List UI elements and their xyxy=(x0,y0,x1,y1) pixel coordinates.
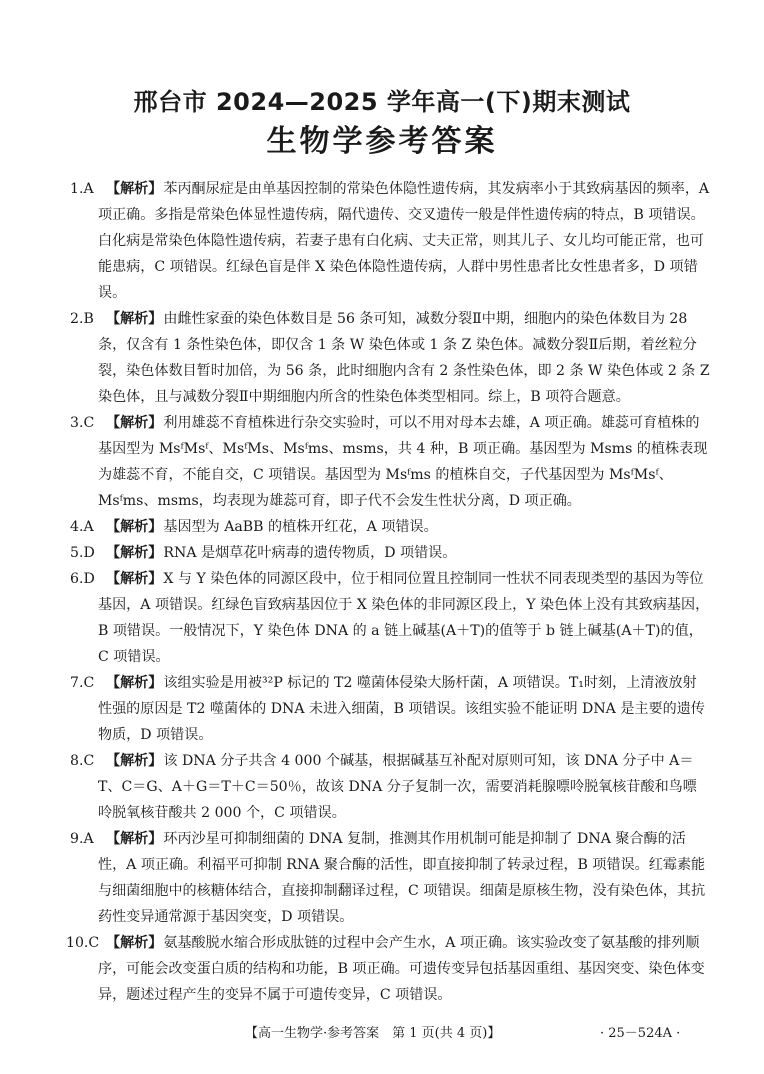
analysis-tag: 【解析】 xyxy=(106,311,163,327)
analysis-text: 该 DNA 分子共含 4 000 个碱基，根据碱基互补配对原则可知，该 DNA 分子中 A＝T、C＝G、A＋G＝T＋C＝50％，故该 DNA 分子复制一次，需要消耗腺嘌呤脱氧核苷酸和鸟嘌呤脱氧核苷酸共 2 000 个，C 项错误。 xyxy=(98,753,697,821)
item-number: 9.A xyxy=(70,831,94,847)
analysis-text: 氨基酸脱水缩合形成肽链的过程中会产生水，A 项正确。该实验改变了氨基酸的排列顺序，可能会改变蛋白质的结构和功能，B 项正确。可遗传变异包括基因重组、基因突变、染色体变异，题述过程产生的变异不属于可遗传变异，C 项错误。 xyxy=(98,935,705,1003)
analysis-tag: 【解析】 xyxy=(106,181,163,197)
analysis-text: 利用雄蕊不育植株进行杂交实验时，可以不用对母本去雄，A 项正确。雄蕊可育植株的基因型为 MsᶠMsᶠ、MsᶠMs、Msᶠms、msms，共 4 种，B 项正确。基因型为 Msms 的植株表现为雄蕊不育，不能自交，C 项错误。基因型为 Msᶠms 的植株自交，子代基因型为 MsᶠMsᶠ、Msᶠms、msms，均表现为雄蕊可育，即子代不会发生性状分离，D 项正确。 xyxy=(98,415,708,509)
analysis-tag: 【解析】 xyxy=(106,753,163,769)
analysis-text: 基因型为 AaBB 的植株开红花，A 项错误。 xyxy=(163,519,438,535)
answer-item-6 xyxy=(70,566,710,670)
footer-page-info: 【高一生物学·参考答案 第 1 页(共 4 页)】 xyxy=(245,1026,501,1041)
answer-item-7 xyxy=(70,670,710,748)
item-number: 10.C xyxy=(66,935,100,951)
analysis-tag: 【解析】 xyxy=(106,831,163,847)
page-footer xyxy=(0,1022,764,1044)
answer-item-2 xyxy=(70,306,710,410)
analysis-text: 该组实验是用被³²P 标记的 T2 噬菌体侵染大肠杆菌，A 项错误。T₁时刻，上清液放射性强的原因是 T2 噬菌体的 DNA 未进入细菌，B 项错误。该组实验不能证明 DNA 是主要的遗传物质，D 项错误。 xyxy=(98,675,705,743)
answer-item-1 xyxy=(70,176,710,306)
item-number: 1.A xyxy=(70,181,94,197)
analysis-tag: 【解析】 xyxy=(106,675,163,691)
item-number: 7.C xyxy=(70,675,95,691)
analysis-text: X 与 Y 染色体的同源区段中，位于相同位置且控制同一性状不同表现类型的基因为等位基因，A 项错误。红绿色盲致病基因位于 X 染色体的非同源区段上，Y 染色体上没有其致病基因，B 项错误。一般情况下，Y 染色体 DNA 的 a 链上碱基(A＋T)的值等于 b 链上碱基(A＋T)的值，C 项错误。 xyxy=(98,571,710,665)
analysis-tag: 【解析】 xyxy=(106,935,163,951)
answer-item-10 xyxy=(66,930,710,1008)
answer-list xyxy=(66,176,710,1008)
analysis-tag: 【解析】 xyxy=(106,519,163,535)
answer-item-4 xyxy=(70,514,710,540)
answer-item-5 xyxy=(70,540,710,566)
analysis-tag: 【解析】 xyxy=(106,415,163,431)
item-number: 4.A xyxy=(70,519,94,535)
analysis-text: 由雌性家蚕的染色体数目是 56 条可知，减数分裂Ⅱ中期，细胞内的染色体数目为 28 条，仅含有 1 条性染色体，即仅含 1 条 W 染色体或 1 条 Z 染色体。减数分裂Ⅱ后期，着丝粒分裂，染色体数目暂时加倍，为 56 条，此时细胞内含有 2 条性染色体，即 2 条 W 染色体或 2 条 Z 染色体，且与减数分裂Ⅱ中期细胞内所含的性染色体类型相同。综上，B 项符合题意。 xyxy=(98,311,710,405)
item-number: 3.C xyxy=(70,415,95,431)
analysis-text: 环丙沙星可抑制细菌的 DNA 复制，推测其作用机制可能是抑制了 DNA 聚合酶的活性，A 项正确。利福平可抑制 RNA 聚合酶的活性，即直接抑制了转录过程，B 项错误。红霉素能与细菌细胞中的核糖体结合，直接抑制翻译过程，C 项错误。细菌是原核生物，没有染色体，其抗药性变异通常源于基因突变，D 项错误。 xyxy=(98,831,706,925)
footer-code: · 25－524A · xyxy=(600,1026,681,1041)
analysis-text: RNA 是烟草花叶病毒的遗传物质，D 项错误。 xyxy=(163,545,457,561)
analysis-tag: 【解析】 xyxy=(106,545,163,561)
item-number: 5.D xyxy=(70,545,95,561)
analysis-tag: 【解析】 xyxy=(106,571,163,587)
item-number: 2.B xyxy=(70,311,94,327)
page-subtitle: 生物学参考答案 xyxy=(266,124,498,159)
item-number: 6.D xyxy=(70,571,95,587)
page-title: 邢台市 2024—2025 学年高一(下)期末测试 xyxy=(133,88,631,116)
item-number: 8.C xyxy=(70,753,95,769)
answer-item-9 xyxy=(70,826,710,930)
analysis-text: 苯丙酮尿症是由单基因控制的常染色体隐性遗传病，其发病率小于其致病基因的频率，A 项正确。多指是常染色体显性遗传病，隔代遗传、交叉遗传一般是伴性遗传病的特点，B 项错误。白化病是常染色体隐性遗传病，若妻子患有白化病、丈夫正常，则其儿子、女儿均可能正常，也可能患病，C 项错误。红绿色盲是伴 X 染色体隐性遗传病，人群中男性患者比女性患者多，D 项错误。 xyxy=(98,181,710,301)
answer-item-8 xyxy=(70,748,710,826)
answer-item-3 xyxy=(70,410,710,514)
